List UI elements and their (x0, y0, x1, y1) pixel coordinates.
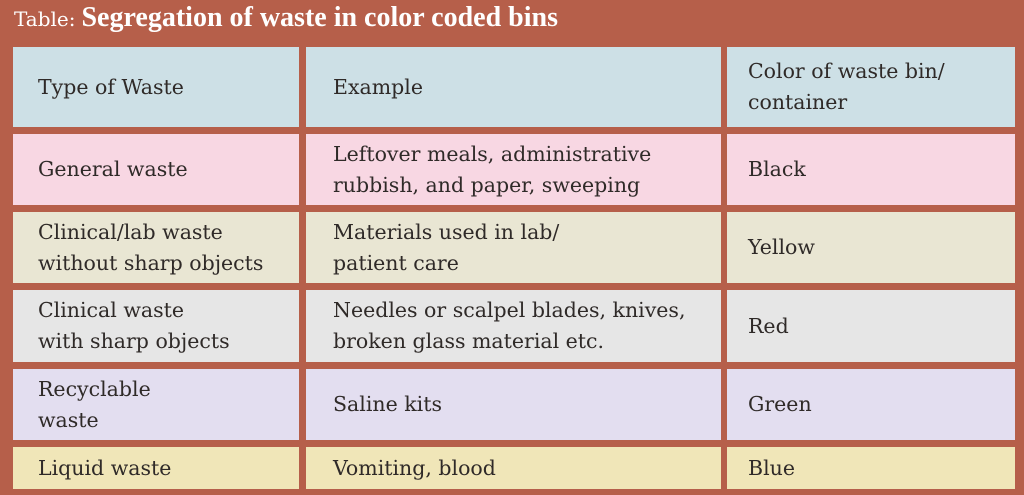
table-cell-example: Saline kits (306, 369, 721, 440)
table-cell-example: Leftover meals, administrative rubbish, and paper, sweeping (306, 134, 721, 205)
table-cell-example: Materials used in lab/ patient care (306, 212, 721, 283)
header-cell-bin-color: Color of waste bin/ container (727, 47, 1015, 127)
table-title-prefix: Table: (14, 7, 76, 31)
table-title-main: Segregation of waste in color coded bins (81, 2, 559, 33)
table-title (14, 2, 558, 38)
header-cell-type: Type of Waste (13, 47, 299, 127)
table-cell-type: Liquid waste (13, 447, 299, 489)
table-cell-type: Clinical/lab waste without sharp objects (13, 212, 299, 283)
table-cell-type: Clinical waste with sharp objects (13, 290, 299, 362)
table-cell-bin-color: Black (727, 134, 1015, 205)
table-cell-type: Recyclable waste (13, 369, 299, 440)
header-cell-example: Example (306, 47, 721, 127)
table-cell-example: Needles or scalpel blades, knives, broken glass material etc. (306, 290, 721, 362)
table-cell-bin-color: Red (727, 290, 1015, 362)
table-cell-bin-color: Blue (727, 447, 1015, 489)
table-cell-example: Vomiting, blood (306, 447, 721, 489)
table-cell-bin-color: Yellow (727, 212, 1015, 283)
table-cell-type: General waste (13, 134, 299, 205)
table-cell-bin-color: Green (727, 369, 1015, 440)
